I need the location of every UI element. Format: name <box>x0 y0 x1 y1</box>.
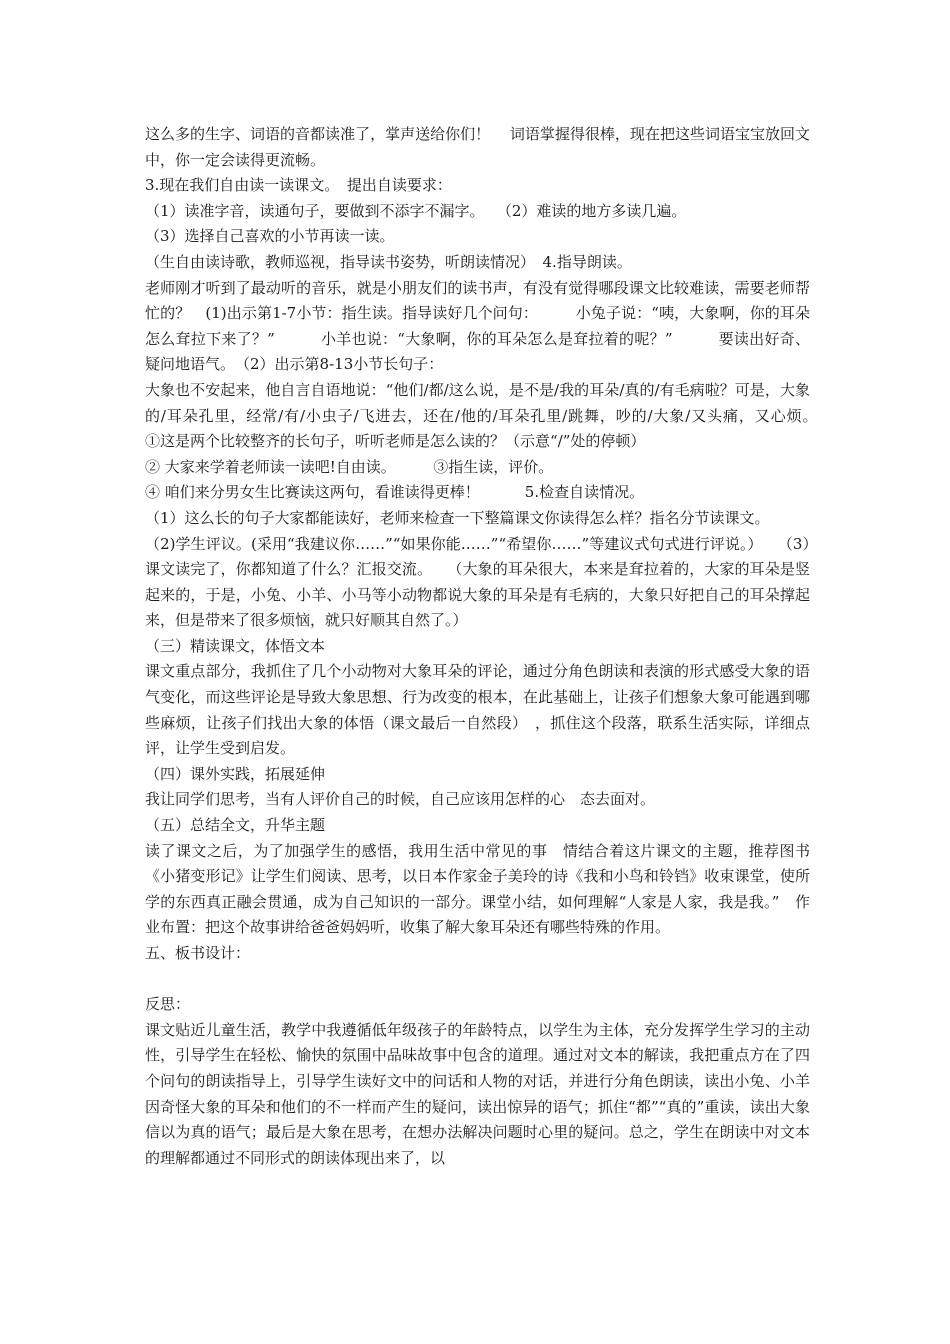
paragraph: 读了课文之后，为了加强学生的感悟，我用生活中常见的事 情结合着这片课文的主题，推荐图书《小猪变形记》让学生们阅读、思考，以日本作家金子美玲的诗《我和小鸟和铃铛》收束课堂，使所学的东西真正融会贯通，成为自己知识的一部分。课堂小结，如何理解“人家是人家，我是我。” 作业布置：把这个故事讲给爸爸妈妈听，收集了解大象耳朵还有哪些特殊的作用。 <box>145 841 810 937</box>
section-heading: （五）总结全文，升华主题 <box>145 816 326 835</box>
paragraph: （生自由读诗歌，教师巡视，指导读书姿势，听朗读情况） 4.指导朗读。 <box>145 252 632 271</box>
section-heading: 反思： <box>145 995 191 1014</box>
paragraph: 我让同学们思考，当有人评价自己的时候，自己应该用怎样的心 态去面对。 <box>145 790 656 809</box>
section-heading: （三）精读课文，体悟文本 <box>145 636 326 655</box>
paragraph: 大象也不安起来，他自言自语地说：“他们/都/这么说，是不是/我的耳朵/真的/有毛病啦？可是，大象的/耳朵孔里，经常/有/小虫子/飞进去，还在/他的/耳朵孔里/跳舞，吵的/大象/又头痛，又心烦。 ①这是两个比较整齐的长句子，听听老师是怎么读的？（示意“/”处的停顿） <box>145 380 841 451</box>
paragraph: 课文贴近儿童生活，教学中我遵循低年级孩子的年龄特点，以学生为主体，充分发挥学生学习的主动性，引导学生在轻松、愉快的氛围中品味故事中包含的道理。通过对文本的解读，我把重点方在了四个问句的朗读指导上，引导学生读好文中的问话和人物的对话，并进行分角色朗读，读出小兔、小羊因奇怪大象的耳朵和他们的不一样而产生的疑问，读出惊异的语气；抓住“都”“真的”重读，读出大象信以为真的语气；最后是大象在思考，在想办法解决问题时心里的疑问。总之，学生在朗读中对文本的理解都通过不同形式的朗读体现出来了，以 <box>145 1020 810 1167</box>
paragraph: 这么多的生字、词语的音都读准了，掌声送给你们！ 词语掌握得很棒，现在把这些词语宝宝放回文中，你一定会读得更流畅。 <box>145 125 810 169</box>
blank-line <box>145 967 810 993</box>
paragraph: ④ 咱们来分男女生比赛读这两句，看谁读得更棒！ 5.检查自读情况。 <box>145 483 645 502</box>
section-heading: 五、板书设计： <box>145 944 251 962</box>
paragraph: ② 大家来学着老师读一读吧!自由读。 ③指生读，评价。 <box>145 457 554 476</box>
paragraph: （1）这么长的句子大家都能读好，老师来检查一下整篇课文你读得怎么样？指名分节读课文。 <box>145 508 770 527</box>
document-body <box>145 122 841 1171</box>
paragraph: （2)学生评议。(采用“我建议你……”“如果你能……”“希望你……”等建议式句式进行评说。） （3）课文读完了，你都知道了什么？汇报交流。 （大象的耳朵很大，本来是耷拉着的，大家的耳朵是竖起来的，于是，小兔、小羊、小马等小动物都说大象的耳朵是有毛病的，大象只好把自己的耳朵撑起来，但是带来了很多烦恼，就只好顺其自然了。） <box>145 534 810 630</box>
paragraph: 老师刚才听到了最动听的音乐，就是小朋友们的读书声，有没有觉得哪段课文比较难读，需要老师帮忙的？ (1)出示第1-7小节：指生读。指导读好几个问句： 小兔子说：“咦，大象啊，你的耳朵怎么耷拉下来了？” 小羊也说：“大象啊，你的耳朵怎么是耷拉着的呢？” 要读出好奇、疑问地语气。 （2）出示第8-13小节长句子： <box>145 278 810 374</box>
paragraph: （1）读准字音，读通句子，要做到不添字不漏字。 （2）难读的地方多读几遍。 <box>145 201 687 220</box>
paragraph: 3.现在我们自由读一读课文。 提出自读要求： <box>145 176 452 195</box>
paragraph: （3）选择自己喜欢的小节再读一读。 <box>145 227 395 246</box>
section-heading: （四）课外实践，拓展延伸 <box>145 764 326 783</box>
paragraph: 课文重点部分，我抓住了几个小动物对大象耳朵的评论，通过分角色朗读和表演的形式感受大象的语气变化，而这些评论是导致大象思想、行为改变的根本，在此基础上，让孩子们想象大象可能遇到哪些麻烦，让孩子们找出大象的体悟（课文最后一自然段） ，抓住这个段落，联系生活实际，详细点评，让学生受到启发。 <box>145 662 810 758</box>
